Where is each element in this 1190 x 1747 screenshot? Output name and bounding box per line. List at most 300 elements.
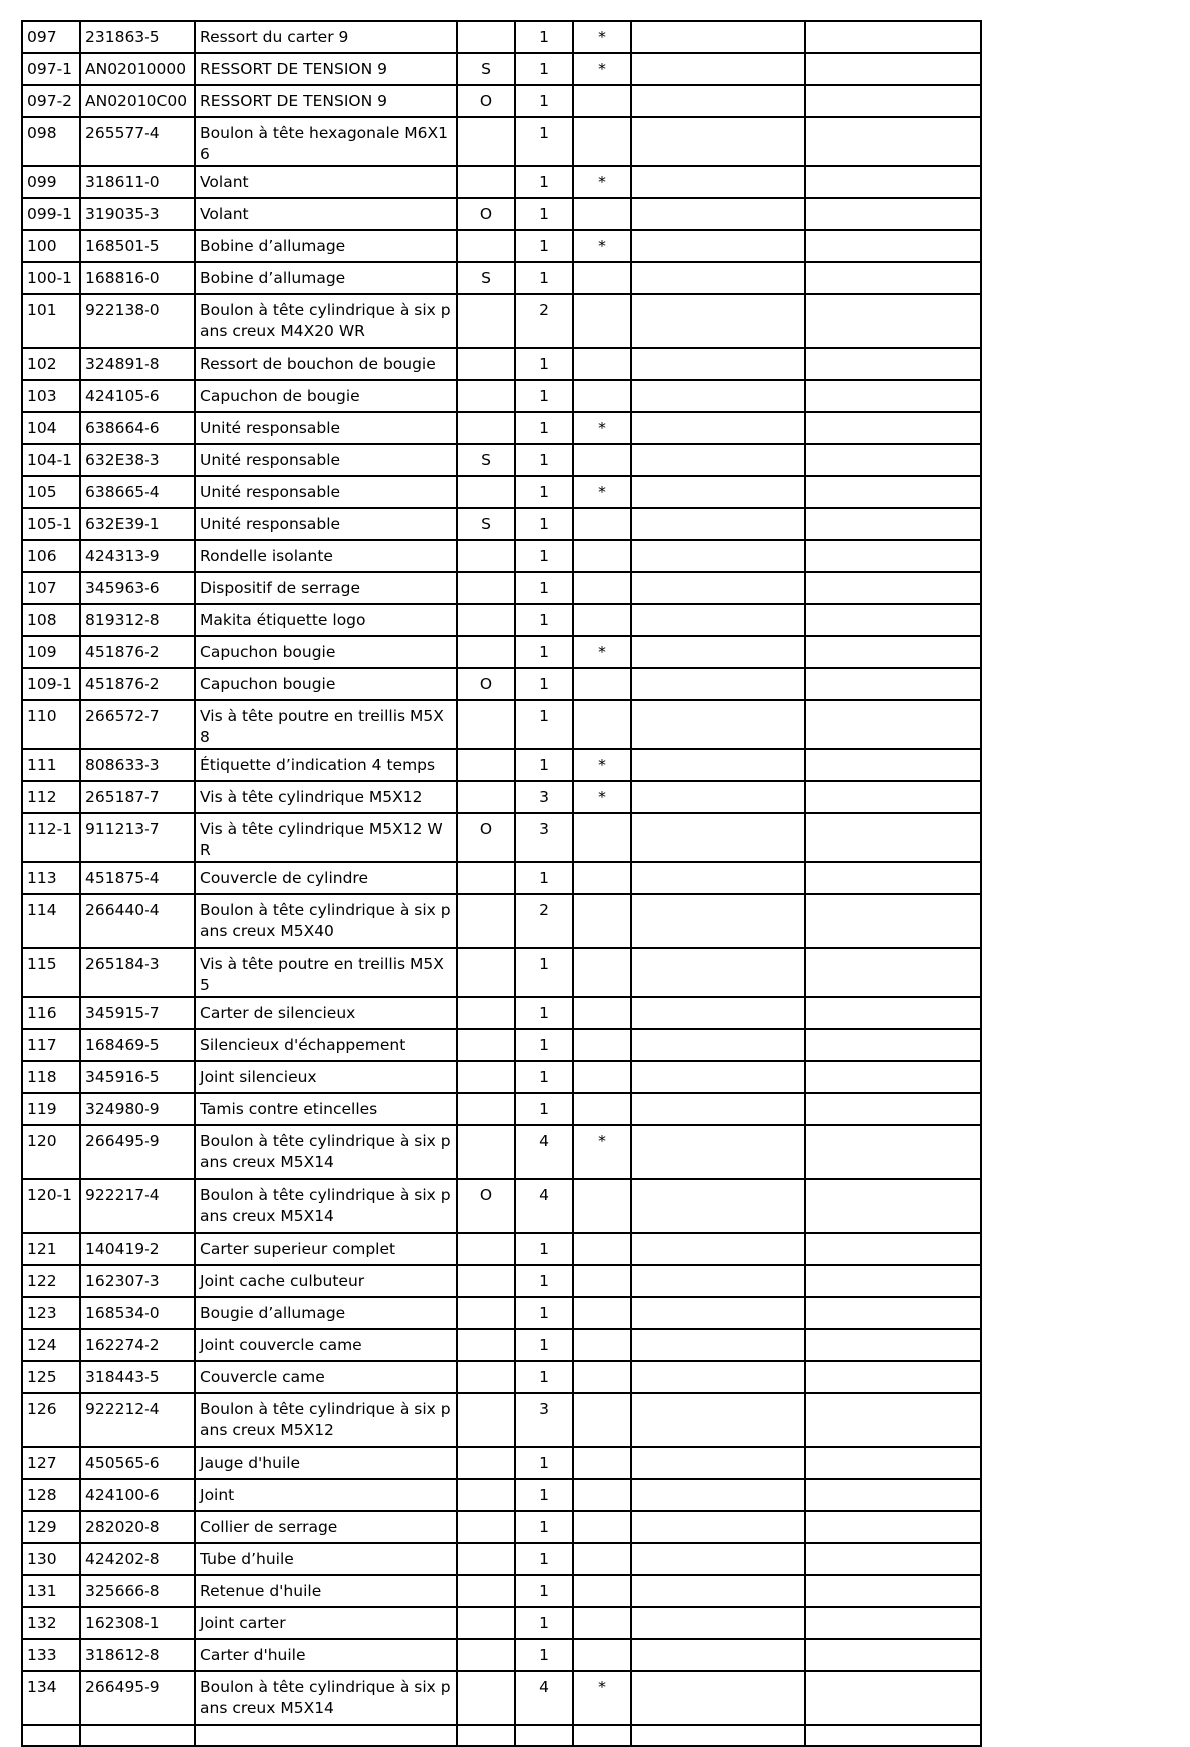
part-number-cell: 922217-4 xyxy=(80,1179,195,1233)
description-cell: Jauge d'huile xyxy=(195,1447,457,1479)
empty-cell xyxy=(631,166,805,198)
item-number-cell: 109 xyxy=(22,636,80,668)
empty-cell xyxy=(631,813,805,862)
part-number-cell: 345915-7 xyxy=(80,997,195,1029)
item-number-cell: 111 xyxy=(22,749,80,781)
mark-cell xyxy=(573,1265,631,1297)
empty-cell xyxy=(631,198,805,230)
code-cell xyxy=(457,348,515,380)
empty-cell xyxy=(631,604,805,636)
table-row xyxy=(22,1639,981,1671)
mark-cell xyxy=(573,117,631,166)
description-cell: Couvercle de cylindre xyxy=(195,862,457,894)
empty-cell xyxy=(805,894,981,948)
item-number-cell: 120 xyxy=(22,1125,80,1179)
table-row xyxy=(22,230,981,262)
table-row xyxy=(22,117,981,166)
table-row xyxy=(22,862,981,894)
description-cell: Boulon à tête cylindrique à six pans creux M5X14 xyxy=(195,1125,457,1179)
empty-cell xyxy=(631,1393,805,1447)
table-row xyxy=(22,1029,981,1061)
part-number-cell: 911213-7 xyxy=(80,813,195,862)
mark-cell xyxy=(573,1093,631,1125)
item-number-cell: 107 xyxy=(22,572,80,604)
description-cell: Carter de silencieux xyxy=(195,997,457,1029)
quantity-cell: 3 xyxy=(515,813,573,862)
table-row xyxy=(22,1671,981,1725)
mark-cell xyxy=(573,997,631,1029)
empty-cell xyxy=(805,230,981,262)
description-cell: Carter d'huile xyxy=(195,1639,457,1671)
item-number-cell: 130 xyxy=(22,1543,80,1575)
empty-cell xyxy=(805,1447,981,1479)
table-row xyxy=(22,262,981,294)
description-cell: Joint carter xyxy=(195,1607,457,1639)
table-row xyxy=(22,198,981,230)
mark-cell: * xyxy=(573,412,631,444)
quantity-cell: 1 xyxy=(515,749,573,781)
description-cell: Unité responsable xyxy=(195,476,457,508)
empty-cell xyxy=(805,53,981,85)
item-number-cell: 112-1 xyxy=(22,813,80,862)
quantity-cell: 1 xyxy=(515,948,573,997)
item-number-cell: 104 xyxy=(22,412,80,444)
quantity-cell: 1 xyxy=(515,198,573,230)
item-number-cell: 120-1 xyxy=(22,1179,80,1233)
description-cell: Volant xyxy=(195,198,457,230)
quantity-cell: 1 xyxy=(515,117,573,166)
quantity-cell: 1 xyxy=(515,476,573,508)
mark-cell: * xyxy=(573,636,631,668)
quantity-cell: 1 xyxy=(515,230,573,262)
table-row xyxy=(22,1179,981,1233)
empty-cell xyxy=(631,948,805,997)
item-number-cell: 133 xyxy=(22,1639,80,1671)
description-cell: Unité responsable xyxy=(195,508,457,540)
empty-cell xyxy=(805,948,981,997)
mark-cell xyxy=(573,1061,631,1093)
empty-cell xyxy=(805,1297,981,1329)
part-number-cell: 266440-4 xyxy=(80,894,195,948)
empty-cell xyxy=(805,1361,981,1393)
table-row xyxy=(22,1061,981,1093)
part-number-cell: 140419-2 xyxy=(80,1233,195,1265)
code-cell xyxy=(457,636,515,668)
empty-cell xyxy=(631,444,805,476)
quantity-cell: 4 xyxy=(515,1125,573,1179)
item-number-cell: 105-1 xyxy=(22,508,80,540)
part-number-cell: 318612-8 xyxy=(80,1639,195,1671)
code-cell xyxy=(457,1265,515,1297)
empty-cell xyxy=(631,348,805,380)
part-number-cell: 168469-5 xyxy=(80,1029,195,1061)
mark-cell xyxy=(573,948,631,997)
part-number-cell: 282020-8 xyxy=(80,1511,195,1543)
description-cell: Boulon à tête cylindrique à six pans creux M5X14 xyxy=(195,1671,457,1725)
part-number-cell: 266495-9 xyxy=(80,1125,195,1179)
empty-cell xyxy=(805,1725,981,1746)
item-number-cell: 102 xyxy=(22,348,80,380)
code-cell: S xyxy=(457,53,515,85)
quantity-cell: 1 xyxy=(515,348,573,380)
empty-cell xyxy=(631,1447,805,1479)
code-cell xyxy=(457,781,515,813)
empty-cell xyxy=(631,53,805,85)
description-cell: Bougie d’allumage xyxy=(195,1297,457,1329)
empty-cell xyxy=(805,1233,981,1265)
item-number-cell: 098 xyxy=(22,117,80,166)
mark-cell xyxy=(573,894,631,948)
empty-cell xyxy=(631,508,805,540)
mark-cell xyxy=(573,1607,631,1639)
code-cell xyxy=(457,1575,515,1607)
empty-cell xyxy=(805,604,981,636)
empty-cell xyxy=(631,1329,805,1361)
quantity-cell: 1 xyxy=(515,700,573,749)
quantity-cell: 1 xyxy=(515,1233,573,1265)
part-number-cell: 168816-0 xyxy=(80,262,195,294)
code-cell xyxy=(457,948,515,997)
table-row xyxy=(22,412,981,444)
mark-cell: * xyxy=(573,749,631,781)
mark-cell: * xyxy=(573,230,631,262)
quantity-cell: 1 xyxy=(515,1265,573,1297)
empty-cell xyxy=(805,1393,981,1447)
mark-cell xyxy=(573,85,631,117)
empty-cell xyxy=(805,781,981,813)
part-number-cell: 819312-8 xyxy=(80,604,195,636)
empty-cell xyxy=(805,348,981,380)
code-cell xyxy=(457,862,515,894)
description-cell: Makita étiquette logo xyxy=(195,604,457,636)
empty-cell xyxy=(631,1725,805,1746)
empty-cell xyxy=(805,540,981,572)
description-cell: Unité responsable xyxy=(195,412,457,444)
item-number-cell: 103 xyxy=(22,380,80,412)
code-cell xyxy=(457,1543,515,1575)
empty-cell xyxy=(805,294,981,348)
part-number-cell: 450565-6 xyxy=(80,1447,195,1479)
empty-cell xyxy=(631,668,805,700)
mark-cell xyxy=(573,862,631,894)
description-cell: Bobine d’allumage xyxy=(195,230,457,262)
mark-cell: * xyxy=(573,21,631,53)
quantity-cell: 2 xyxy=(515,294,573,348)
mark-cell xyxy=(573,294,631,348)
part-number-cell: AN02010000 xyxy=(80,53,195,85)
table-row xyxy=(22,1511,981,1543)
empty-cell xyxy=(805,1511,981,1543)
quantity-cell: 1 xyxy=(515,380,573,412)
empty-cell xyxy=(80,1725,195,1746)
quantity-cell: 1 xyxy=(515,1061,573,1093)
quantity-cell: 1 xyxy=(515,508,573,540)
item-number-cell: 113 xyxy=(22,862,80,894)
description-cell: Vis à tête poutre en treillis M5X8 xyxy=(195,700,457,749)
quantity-cell: 1 xyxy=(515,540,573,572)
quantity-cell: 1 xyxy=(515,572,573,604)
table-row xyxy=(22,1607,981,1639)
part-number-cell: 632E39-1 xyxy=(80,508,195,540)
code-cell xyxy=(457,476,515,508)
description-cell: Bobine d’allumage xyxy=(195,262,457,294)
quantity-cell: 1 xyxy=(515,862,573,894)
item-number-cell: 101 xyxy=(22,294,80,348)
empty-cell xyxy=(805,1329,981,1361)
empty-cell xyxy=(631,749,805,781)
item-number-cell: 112 xyxy=(22,781,80,813)
table-row xyxy=(22,997,981,1029)
mark-cell xyxy=(573,508,631,540)
item-number-cell: 131 xyxy=(22,1575,80,1607)
part-number-cell: 424313-9 xyxy=(80,540,195,572)
table-row xyxy=(22,1233,981,1265)
description-cell: Rondelle isolante xyxy=(195,540,457,572)
table-row xyxy=(22,1393,981,1447)
mark-cell: * xyxy=(573,476,631,508)
empty-cell xyxy=(631,1361,805,1393)
empty-cell xyxy=(631,1029,805,1061)
code-cell: S xyxy=(457,444,515,476)
empty-cell xyxy=(805,668,981,700)
table-row xyxy=(22,1093,981,1125)
empty-cell xyxy=(805,198,981,230)
quantity-cell: 1 xyxy=(515,166,573,198)
empty-cell xyxy=(631,1179,805,1233)
mark-cell: * xyxy=(573,166,631,198)
empty-cell xyxy=(631,1265,805,1297)
table-row xyxy=(22,700,981,749)
code-cell: S xyxy=(457,508,515,540)
quantity-cell: 1 xyxy=(515,1029,573,1061)
mark-cell xyxy=(573,813,631,862)
table-row xyxy=(22,1297,981,1329)
table-row xyxy=(22,380,981,412)
description-cell: Boulon à tête cylindrique à six pans creux M5X14 xyxy=(195,1179,457,1233)
quantity-cell: 1 xyxy=(515,1361,573,1393)
item-number-cell: 125 xyxy=(22,1361,80,1393)
code-cell: O xyxy=(457,813,515,862)
code-cell xyxy=(457,1671,515,1725)
description-cell: Tube d’huile xyxy=(195,1543,457,1575)
empty-cell xyxy=(805,1575,981,1607)
empty-cell xyxy=(805,1061,981,1093)
table-row xyxy=(22,1479,981,1511)
table-row xyxy=(22,894,981,948)
table-row-partial xyxy=(22,1725,981,1746)
part-number-cell: 265577-4 xyxy=(80,117,195,166)
description-cell: RESSORT DE TENSION 9 xyxy=(195,53,457,85)
description-cell: Joint couvercle came xyxy=(195,1329,457,1361)
table-row xyxy=(22,1447,981,1479)
item-number-cell: 118 xyxy=(22,1061,80,1093)
table-row xyxy=(22,636,981,668)
code-cell xyxy=(457,412,515,444)
code-cell xyxy=(457,1479,515,1511)
quantity-cell: 3 xyxy=(515,1393,573,1447)
table-row xyxy=(22,781,981,813)
empty-cell xyxy=(631,262,805,294)
part-number-cell: 325666-8 xyxy=(80,1575,195,1607)
mark-cell xyxy=(573,1575,631,1607)
mark-cell: * xyxy=(573,1125,631,1179)
mark-cell xyxy=(573,262,631,294)
part-number-cell: 638665-4 xyxy=(80,476,195,508)
code-cell xyxy=(457,117,515,166)
part-number-cell: 345963-6 xyxy=(80,572,195,604)
mark-cell xyxy=(573,1361,631,1393)
code-cell: S xyxy=(457,262,515,294)
empty-cell xyxy=(805,1265,981,1297)
empty-cell xyxy=(631,781,805,813)
code-cell xyxy=(457,1511,515,1543)
mark-cell xyxy=(573,1393,631,1447)
table-row xyxy=(22,21,981,53)
description-cell: Boulon à tête cylindrique à six pans creux M4X20 WR xyxy=(195,294,457,348)
empty-cell xyxy=(631,117,805,166)
empty-cell xyxy=(805,444,981,476)
code-cell xyxy=(457,997,515,1029)
empty-cell xyxy=(805,1671,981,1725)
description-cell: Ressort de bouchon de bougie xyxy=(195,348,457,380)
quantity-cell: 1 xyxy=(515,1479,573,1511)
table-row xyxy=(22,508,981,540)
description-cell: Couvercle came xyxy=(195,1361,457,1393)
quantity-cell: 1 xyxy=(515,1329,573,1361)
mark-cell: * xyxy=(573,1671,631,1725)
part-number-cell: 451876-2 xyxy=(80,668,195,700)
mark-cell xyxy=(573,444,631,476)
item-number-cell: 115 xyxy=(22,948,80,997)
description-cell: Retenue d'huile xyxy=(195,1575,457,1607)
item-number-cell: 097 xyxy=(22,21,80,53)
mark-cell xyxy=(573,1329,631,1361)
empty-cell xyxy=(805,21,981,53)
empty-cell xyxy=(631,1061,805,1093)
mark-cell xyxy=(573,540,631,572)
empty-cell xyxy=(805,862,981,894)
empty-cell xyxy=(805,1093,981,1125)
table-row xyxy=(22,444,981,476)
item-number-cell: 106 xyxy=(22,540,80,572)
quantity-cell: 1 xyxy=(515,1511,573,1543)
empty-cell xyxy=(631,1093,805,1125)
description-cell: RESSORT DE TENSION 9 xyxy=(195,85,457,117)
empty-cell xyxy=(805,700,981,749)
quantity-cell: 1 xyxy=(515,444,573,476)
code-cell xyxy=(457,1093,515,1125)
table-row xyxy=(22,813,981,862)
part-number-cell: 638664-6 xyxy=(80,412,195,444)
code-cell xyxy=(457,1329,515,1361)
empty-cell xyxy=(631,700,805,749)
empty-cell xyxy=(805,572,981,604)
code-cell xyxy=(457,1607,515,1639)
table-row xyxy=(22,53,981,85)
table-row xyxy=(22,540,981,572)
empty-cell xyxy=(631,997,805,1029)
empty-cell xyxy=(631,572,805,604)
part-number-cell: 266572-7 xyxy=(80,700,195,749)
part-number-cell: 424105-6 xyxy=(80,380,195,412)
item-number-cell: 122 xyxy=(22,1265,80,1297)
empty-cell xyxy=(805,508,981,540)
code-cell xyxy=(457,894,515,948)
empty-cell xyxy=(631,294,805,348)
code-cell xyxy=(457,1125,515,1179)
empty-cell xyxy=(805,997,981,1029)
empty-cell xyxy=(631,894,805,948)
part-number-cell: 265184-3 xyxy=(80,948,195,997)
part-number-cell: 168534-0 xyxy=(80,1297,195,1329)
quantity-cell: 1 xyxy=(515,85,573,117)
mark-cell xyxy=(573,1029,631,1061)
description-cell: Tamis contre etincelles xyxy=(195,1093,457,1125)
mark-cell xyxy=(573,668,631,700)
part-number-cell: 324891-8 xyxy=(80,348,195,380)
empty-cell xyxy=(631,540,805,572)
description-cell: Ressort du carter 9 xyxy=(195,21,457,53)
item-number-cell: 105 xyxy=(22,476,80,508)
code-cell xyxy=(457,1393,515,1447)
code-cell xyxy=(457,604,515,636)
code-cell xyxy=(457,1061,515,1093)
description-cell: Dispositif de serrage xyxy=(195,572,457,604)
part-number-cell: 231863-5 xyxy=(80,21,195,53)
code-cell xyxy=(457,540,515,572)
item-number-cell: 097-1 xyxy=(22,53,80,85)
description-cell: Silencieux d'échappement xyxy=(195,1029,457,1061)
empty-cell xyxy=(805,1479,981,1511)
table-row xyxy=(22,85,981,117)
quantity-cell: 1 xyxy=(515,636,573,668)
mark-cell xyxy=(573,1479,631,1511)
mark-cell: * xyxy=(573,53,631,85)
empty-cell xyxy=(631,230,805,262)
item-number-cell: 126 xyxy=(22,1393,80,1447)
empty-cell xyxy=(805,262,981,294)
part-number-cell: 451876-2 xyxy=(80,636,195,668)
code-cell xyxy=(457,1297,515,1329)
mark-cell xyxy=(573,604,631,636)
description-cell: Joint xyxy=(195,1479,457,1511)
parts-list-sheet xyxy=(21,20,982,1747)
quantity-cell: 4 xyxy=(515,1179,573,1233)
quantity-cell: 1 xyxy=(515,1297,573,1329)
code-cell xyxy=(457,166,515,198)
empty-cell xyxy=(805,166,981,198)
empty-cell xyxy=(631,1479,805,1511)
table-row xyxy=(22,294,981,348)
description-cell: Carter superieur complet xyxy=(195,1233,457,1265)
part-number-cell: 265187-7 xyxy=(80,781,195,813)
quantity-cell: 2 xyxy=(515,894,573,948)
description-cell: Boulon à tête hexagonale M6X16 xyxy=(195,117,457,166)
quantity-cell: 1 xyxy=(515,1639,573,1671)
description-cell: Capuchon de bougie xyxy=(195,380,457,412)
part-number-cell: 318443-5 xyxy=(80,1361,195,1393)
item-number-cell: 108 xyxy=(22,604,80,636)
mark-cell xyxy=(573,1179,631,1233)
part-number-cell: 451875-4 xyxy=(80,862,195,894)
item-number-cell: 099 xyxy=(22,166,80,198)
part-number-cell: 324980-9 xyxy=(80,1093,195,1125)
table-row xyxy=(22,749,981,781)
description-cell: Capuchon bougie xyxy=(195,668,457,700)
empty-cell xyxy=(573,1725,631,1746)
mark-cell xyxy=(573,1511,631,1543)
table-row xyxy=(22,1329,981,1361)
